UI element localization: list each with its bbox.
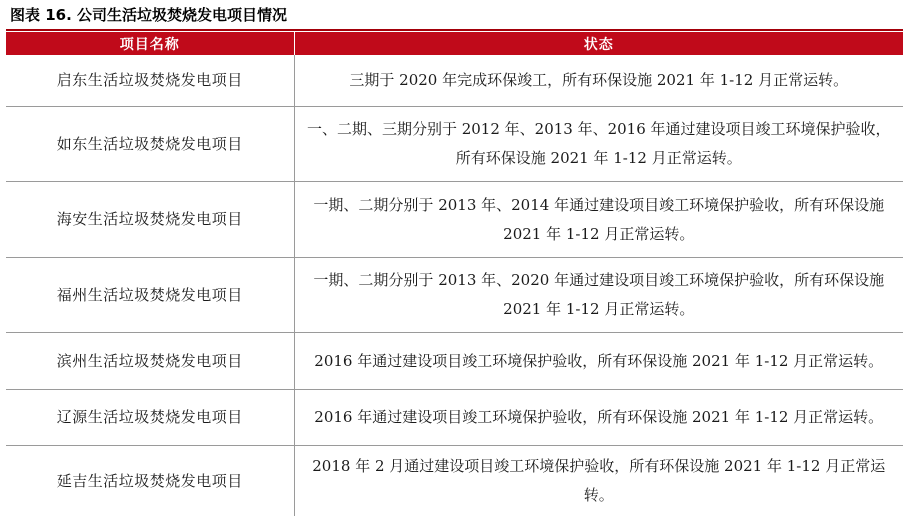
table-row [6, 390, 903, 446]
table-row [6, 258, 903, 333]
table-row [6, 107, 903, 182]
title-divider [6, 29, 903, 31]
table-row [6, 446, 903, 517]
project-name-cell: 滨州生活垃圾焚烧发电项目 [6, 333, 294, 390]
header-row [6, 32, 903, 55]
table-body [6, 55, 903, 516]
column-header-project-name: 项目名称 [6, 32, 294, 55]
status-cell: 一期、二期分别于 2013 年、2014 年通过建设项目竣工环境保护验收，所有环保设施 2021 年 1-12 月正常运转。 [294, 182, 903, 258]
status-cell: 一期、二期分别于 2013 年、2020 年通过建设项目竣工环境保护验收，所有环保设施 2021 年 1-12 月正常运转。 [294, 258, 903, 333]
status-cell: 2016 年通过建设项目竣工环境保护验收，所有环保设施 2021 年 1-12 月正常运转。 [294, 390, 903, 446]
table-row [6, 55, 903, 107]
column-header-status: 状态 [294, 32, 903, 55]
project-status-table [6, 32, 903, 516]
project-name-cell: 如东生活垃圾焚烧发电项目 [6, 107, 294, 182]
project-name-cell: 延吉生活垃圾焚烧发电项目 [56, 471, 243, 490]
project-name-cell: 海安生活垃圾焚烧发电项目 [6, 182, 294, 258]
status-cell: 一、二期、三期分别于 2012 年、2013 年、2016 年通过建设项目竣工环境保护验收，所有环保设施 2021 年 1-12 月正常运转。 [294, 107, 903, 182]
status-cell: 三期于 2020 年完成环保竣工，所有环保设施 2021 年 1-12 月正常运转。 [294, 55, 903, 107]
table-header [6, 32, 903, 55]
status-cell: 2018 年 2 月通过建设项目竣工环境保护验收，所有环保设施 2021 年 1-12 月正常运转。 [294, 446, 903, 517]
status-cell: 2016 年通过建设项目竣工环境保护验收，所有环保设施 2021 年 1-12 月正常运转。 [294, 333, 903, 390]
table-row [6, 182, 903, 258]
project-name-cell: 启东生活垃圾焚烧发电项目 [6, 55, 294, 107]
project-name-cell: 辽源生活垃圾焚烧发电项目 [6, 390, 294, 446]
table-row [6, 333, 903, 390]
project-name-cell: 福州生活垃圾焚烧发电项目 [6, 258, 294, 333]
figure-title: 图表 16. 公司生活垃圾焚烧发电项目情况 [10, 6, 288, 24]
